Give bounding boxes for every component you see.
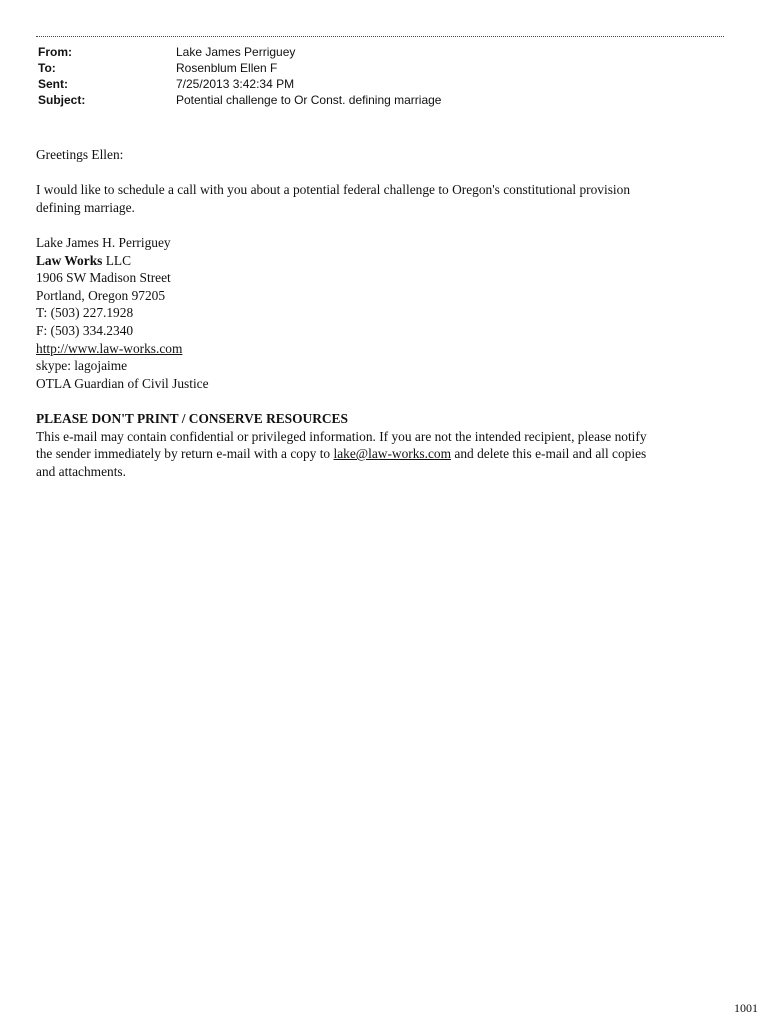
firm-name-suffix: LLC [102,252,131,268]
message-line-1: I would like to schedule a call with you about a potential federal challenge to Oregon's constitutional provision [36,182,631,198]
subject-value: Potential challenge to Or Const. defining marriage [176,93,442,107]
from-label: From: [38,45,72,59]
sent-value: 7/25/2013 3:42:34 PM [176,77,295,91]
subject-label: Subject: [38,93,86,107]
website-link[interactable]: http://www.law-works.com [36,340,183,356]
email-header [38,44,441,108]
signature-name: Lake James H. Perriguey [36,234,171,250]
email-link[interactable]: lake@law-works.com [333,446,452,462]
to-value: Rosenblum Ellen F [176,61,278,75]
from-row [38,44,441,60]
to-row [38,60,441,76]
signature-firm [36,252,736,270]
disclaimer-line-1: This e-mail may contain confidential or privileged information. If you are not the intended recipient, please notify [36,428,647,444]
disclaimer-line-2 [36,445,736,463]
sent-row [38,76,441,92]
signature-title: OTLA Guardian of Civil Justice [36,375,209,391]
subject-row [38,92,441,108]
to-label: To: [38,61,56,75]
firm-name-bold: Law Works [36,252,103,268]
message-line-2: defining marriage. [36,199,135,215]
page-number: 1001 [734,1001,758,1015]
sent-label: Sent: [38,77,68,91]
disclaimer-line-2-after: and delete this e-mail and all copies [451,446,647,462]
from-value: Lake James Perriguey [176,45,296,59]
signature-street: 1906 SW Madison Street [36,270,171,286]
signature-city: Portland, Oregon 97205 [36,287,166,303]
header-divider [36,36,724,37]
disclaimer-line-3: and attachments. [36,463,126,479]
signature-skype: skype: lagojaime [36,358,128,374]
greeting: Greetings Ellen: [36,147,124,162]
signature-fax: F: (503) 334.2340 [36,322,134,338]
disclaimer-heading: PLEASE DON'T PRINT / CONSERVE RESOURCES [36,410,348,426]
email-body [36,146,736,480]
disclaimer-line-2-before: the sender immediately by return e-mail with a copy to [36,446,334,462]
signature-phone: T: (503) 227.1928 [36,305,134,321]
